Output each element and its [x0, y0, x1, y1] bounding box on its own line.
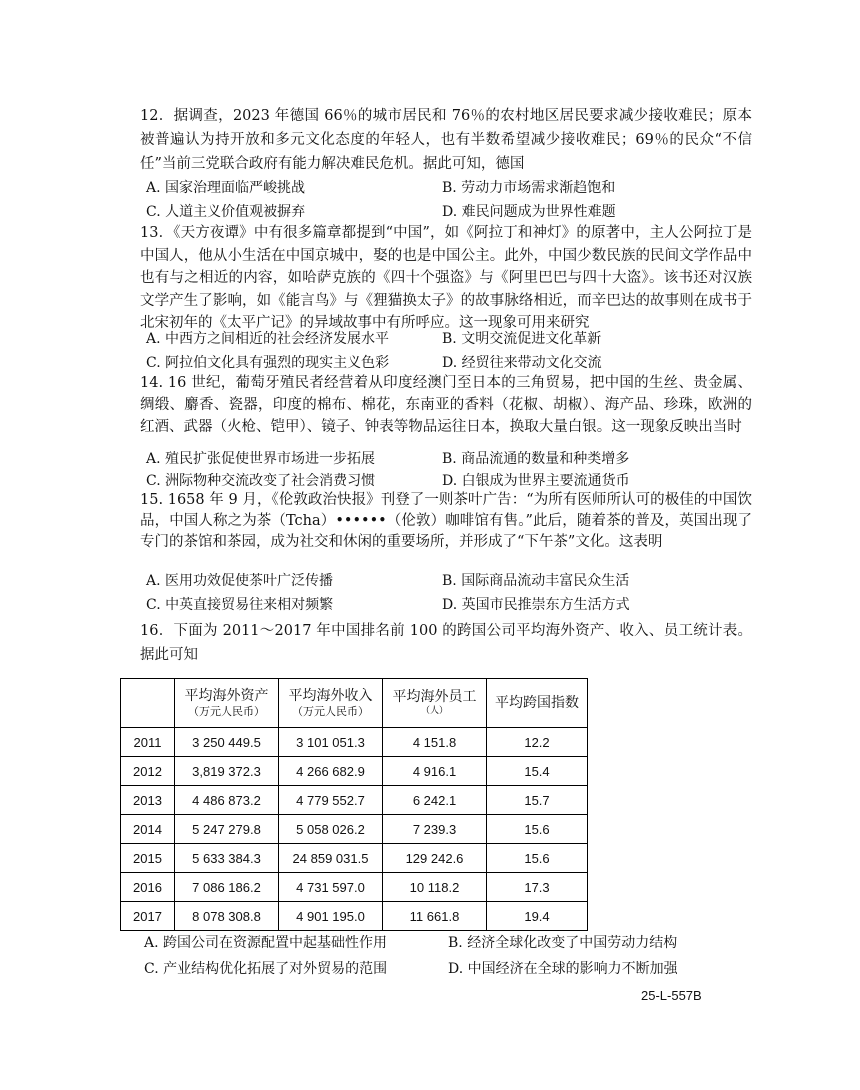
header-main: 平均海外员工 — [392, 689, 477, 705]
assets-cell: 7 086 186.2 — [175, 873, 279, 902]
table-header-cell — [279, 679, 383, 728]
q16-option-b: B. 经济全球化改变了中国劳动力结构 — [448, 935, 678, 951]
year-cell: 2011 — [121, 728, 175, 757]
table-row — [121, 757, 588, 786]
index-cell: 12.2 — [487, 728, 588, 757]
question-12-text: 12．据调查，2023 年德国 66％的城市居民和 76％的农村地区居民要求减少接收难民；原本被普遍认为持开放和多元文化态度的年轻人，也有半数希望减少接收难民；69％的民众“不信任”当前三党联合政府有能力解决难民危机。据此可知，德国 — [140, 108, 752, 172]
header-unit: （万元人民币） — [292, 704, 369, 718]
q13-option-b: B. 文明交流促进文化革新 — [442, 331, 602, 347]
table-row — [121, 728, 588, 757]
q15-option-d: D. 英国市民推崇东方生活方式 — [442, 597, 630, 613]
q13-option-c: C. 阿拉伯文化具有强烈的现实主义色彩 — [146, 355, 390, 371]
q12-option-a: A. 国家治理面临严峻挑战 — [146, 180, 306, 196]
index-cell: 15.6 — [487, 815, 588, 844]
table-corner-cell — [121, 679, 175, 728]
q16-option-a: A. 跨国公司在资源配置中起基础性作用 — [144, 935, 388, 951]
q14-option-a: A. 殖民扩张促使世界市场进一步拓展 — [146, 451, 376, 467]
employees-cell: 4 151.8 — [383, 728, 487, 757]
income-cell: 3 101 051.3 — [279, 728, 383, 757]
index-cell: 15.4 — [487, 757, 588, 786]
income-cell: 24 859 031.5 — [279, 844, 383, 873]
question-16-text: 16．下面为 2011～2017 年中国排名前 100 的跨国公司平均海外资产、收入、员工统计表。据此可知 — [140, 623, 752, 663]
year-cell: 2012 — [121, 757, 175, 786]
q15-option-a: A. 医用功效促使茶叶广泛传播 — [146, 573, 334, 589]
table-header-cell — [383, 679, 487, 728]
q12-option-b: B. 劳动力市场需求渐趋饱和 — [442, 180, 616, 196]
assets-cell: 3,819 372.3 — [175, 757, 279, 786]
table-row — [121, 815, 588, 844]
year-cell: 2014 — [121, 815, 175, 844]
year-cell: 2013 — [121, 786, 175, 815]
table-row — [121, 844, 588, 873]
employees-cell: 10 118.2 — [383, 873, 487, 902]
q16-option-d: D. 中国经济在全球的影响力不断加强 — [448, 961, 678, 977]
employees-cell: 6 242.1 — [383, 786, 487, 815]
q15-option-b: B. 国际商品流动丰富民众生活 — [442, 573, 630, 589]
question-14-text: 14. 16 世纪，葡萄牙殖民者经营着从印度经澳门至日本的三角贸易，把中国的生丝、贵金属、绸缎、麝香、瓷器，印度的棉布、棉花，东南亚的香料（花椒、胡椒）、海产品、珍珠，欧洲的红酒、武器（火枪、铠甲）、镜子、钟表等物品运往日本，换取大量白银。这一现象反映出当时 — [140, 375, 752, 435]
table-row — [121, 902, 588, 931]
page-code: 25-L-557B — [641, 988, 702, 1003]
table-row — [121, 786, 588, 815]
table-row — [121, 873, 588, 902]
income-cell: 4 266 682.9 — [279, 757, 383, 786]
year-cell: 2016 — [121, 873, 175, 902]
index-cell: 17.3 — [487, 873, 588, 902]
q15-option-c: C. 中英直接贸易往来相对频繁 — [146, 597, 334, 613]
index-cell: 19.4 — [487, 902, 588, 931]
header-main: 平均海外收入 — [288, 687, 373, 704]
income-cell: 4 901 195.0 — [279, 902, 383, 931]
q16-option-c: C. 产业结构优化拓展了对外贸易的范围 — [144, 961, 388, 977]
employees-cell: 4 916.1 — [383, 757, 487, 786]
assets-cell: 4 486 873.2 — [175, 786, 279, 815]
q14-option-b: B. 商品流通的数量和种类增多 — [442, 451, 630, 467]
income-cell: 4 731 597.0 — [279, 873, 383, 902]
statistics-table — [120, 678, 588, 931]
assets-cell: 5 633 384.3 — [175, 844, 279, 873]
header-main: 平均跨国指数 — [495, 694, 579, 711]
question-13-text: 13．《天方夜谭》中有很多篇章都提到“中国”，如《阿拉丁和神灯》的原著中，主人公阿拉丁是中国人，他从小生活在中国京城中，娶的也是中国公主。此外，中国少数民族的民间文学作品中也有与之相近的内容，如哈萨克族的《四十个强盗》与《阿里巴巴与四十大盗》。该书还对汉族文学产生了影响，如《能言鸟》与《狸猫换太子》的故事脉络相近，而辛巴达的故事则在成书于北宋初年的《太平广记》的异域故事中有所呼应。这一现象可用来研究 — [140, 225, 752, 331]
index-cell: 15.7 — [487, 786, 588, 815]
q12-option-c: C. 人道主义价值观被摒弃 — [146, 204, 306, 220]
table-header-cell — [487, 679, 588, 728]
employees-cell: 11 661.8 — [383, 902, 487, 931]
assets-cell: 3 250 449.5 — [175, 728, 279, 757]
table-header-cell — [175, 679, 279, 728]
q12-option-d: D. 难民问题成为世界性难题 — [442, 204, 616, 220]
year-cell: 2015 — [121, 844, 175, 873]
q14-option-c: C. 洲际物种交流改变了社会消费习惯 — [146, 473, 376, 489]
employees-cell: 129 242.6 — [383, 844, 487, 873]
income-cell: 5 058 026.2 — [279, 815, 383, 844]
header-unit: （人） — [420, 706, 448, 716]
assets-cell: 8 078 308.8 — [175, 902, 279, 931]
header-unit: （万元人民币） — [188, 704, 265, 718]
employees-cell: 7 239.3 — [383, 815, 487, 844]
q14-option-d: D. 白银成为世界主要流通货币 — [442, 473, 630, 489]
income-cell: 4 779 552.7 — [279, 786, 383, 815]
year-cell: 2017 — [121, 902, 175, 931]
assets-cell: 5 247 279.8 — [175, 815, 279, 844]
q13-option-d: D. 经贸往来带动文化交流 — [442, 355, 602, 371]
table-header-row — [121, 679, 588, 728]
q13-option-a: A. 中西方之间相近的社会经济发展水平 — [146, 331, 390, 347]
index-cell: 15.6 — [487, 844, 588, 873]
question-15-text: 15. 1658 年 9 月，《伦敦政治快报》刊登了一则茶叶广告：“为所有医师所认可的极佳的中国饮品，中国人称之为茶（Tcha）••••••（伦敦）咖啡馆有售。”此后，随着茶的普及，英国出现了专门的茶馆和茶园，成为社交和休闲的重要场所，并形成了“下午茶”文化。这表明 — [140, 492, 752, 550]
header-main: 平均海外资产 — [184, 687, 269, 704]
